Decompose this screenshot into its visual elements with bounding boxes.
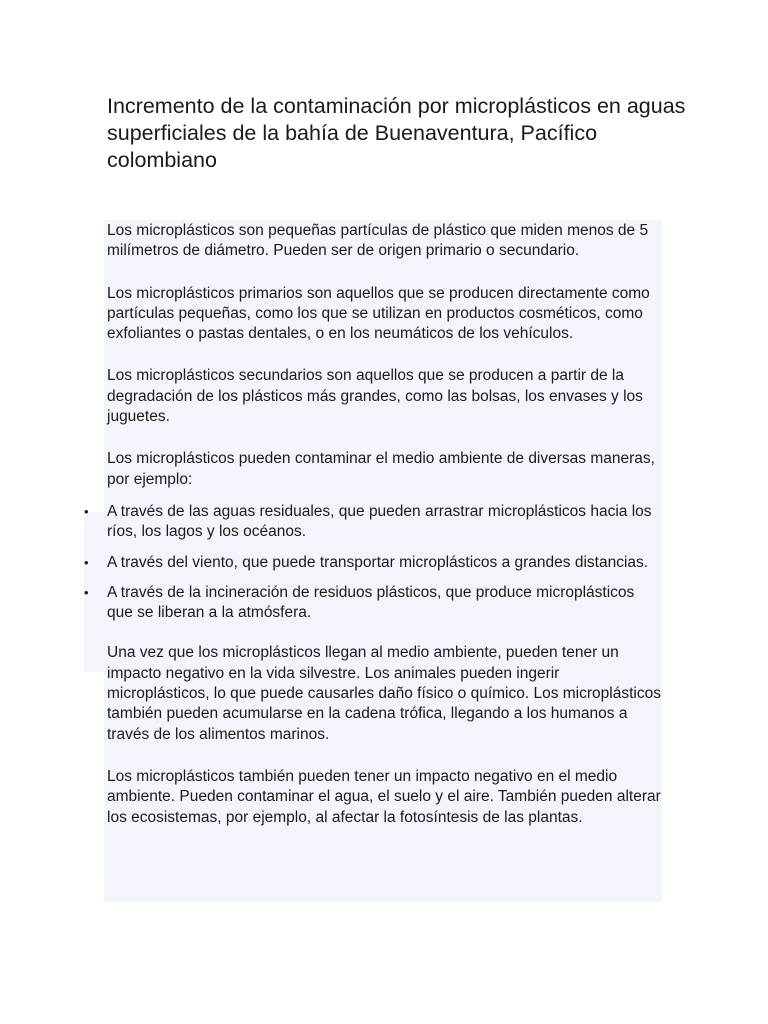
list-item-text: A través del viento, que puede transportar microplásticos a grandes distancias.	[107, 553, 649, 571]
contamination-ways-list	[84, 502, 663, 623]
list-item-text: A través de las aguas residuales, que pueden arrastrar microplásticos hacia los ríos, los lagos y los océanos.	[107, 502, 652, 541]
paragraph-primary: Los microplásticos primarios son aquellos que se producen directamente como partículas pequeñas, como los que se utilizan en productos cosméticos, como exfoliantes o pastas dentales, o en los neumáticos de los vehículos.	[107, 284, 650, 343]
bullet-icon: •	[84, 503, 89, 519]
paragraph-environment-impact: Los microplásticos también pueden tener un impacto negativo en el medio ambiente. Pueden contaminar el agua, el suelo y el aire. También pueden alterar los ecosistemas, por ejemplo, al afectar la fotosíntesis de las plantas.	[107, 767, 661, 826]
paragraph-list-intro: Los microplásticos pueden contaminar el medio ambiente de diversas maneras, por ejemplo:	[107, 450, 655, 488]
list-item	[84, 583, 663, 624]
document-body	[84, 221, 663, 850]
list-item-text: A través de la incineración de residuos plásticos, que produce microplásticos que se liberan a la atmósfera.	[107, 583, 635, 622]
list-item	[84, 502, 663, 543]
bullet-icon: •	[84, 554, 89, 570]
document-title: Incremento de la contaminación por microplásticos en aguas superficiales de la bahía de Buenaventura, Pacífico colombiano	[107, 94, 686, 172]
list-item	[84, 553, 663, 573]
bullet-icon: •	[84, 584, 89, 600]
paragraph-secondary: Los microplásticos secundarios son aquellos que se producen a partir de la degradación de los plásticos más grandes, como las bolsas, los envases y los juguetes.	[107, 367, 643, 426]
paragraph-definition: Los microplásticos son pequeñas partículas de plástico que miden menos de 5 milímetros de diámetro. Pueden ser de origen primario o secundario.	[107, 222, 649, 260]
paragraph-wildlife-impact: Una vez que los microplásticos llegan al medio ambiente, pueden tener un impacto negativo en la vida silvestre. Los animales pueden ingerir microplásticos, lo que puede causarles daño físico o químico. Los microplásticos también pueden acumularse en la cadena trófica, llegando a los humanos a través de los alimentos marinos.	[107, 644, 661, 743]
